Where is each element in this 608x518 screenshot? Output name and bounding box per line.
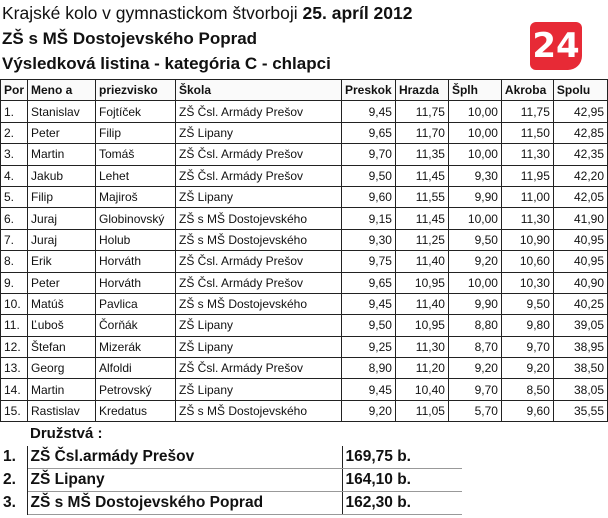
cell-school: ZŠ s MŠ Dostojevského — [175, 229, 341, 250]
cell-last-name: Petrovský — [96, 379, 176, 400]
team-score: 169,75 b. — [342, 446, 462, 469]
team-row — [0, 469, 462, 492]
cell-first-name: Martin — [28, 379, 96, 400]
cell-splh: 9,20 — [448, 251, 501, 272]
team-rank: 1. — [0, 446, 27, 469]
col-header-spolu: Spolu — [553, 80, 607, 101]
col-header-last-name: priezvisko — [96, 80, 176, 101]
cell-akroba: 9,50 — [501, 293, 553, 314]
cell-spolu: 40,25 — [553, 293, 607, 314]
table-row — [1, 358, 608, 379]
cell-splh: 9,90 — [448, 293, 501, 314]
cell-akroba: 8,50 — [501, 379, 553, 400]
cell-splh: 8,70 — [448, 336, 501, 357]
cell-rank: 13. — [1, 358, 28, 379]
cell-preskok: 9,20 — [341, 400, 395, 421]
cell-rank: 6. — [1, 208, 28, 229]
cell-hrazda: 11,25 — [395, 229, 448, 250]
cell-spolu: 40,90 — [553, 272, 607, 293]
cell-school: ZŠ Čsl. Armády Prešov — [175, 165, 341, 186]
cell-preskok: 9,45 — [341, 101, 395, 122]
cell-akroba: 11,30 — [501, 144, 553, 165]
cell-last-name: Tomáš — [96, 144, 176, 165]
teams-table — [0, 446, 462, 515]
cell-akroba: 11,95 — [501, 165, 553, 186]
cell-splh: 10,00 — [448, 272, 501, 293]
cell-spolu: 42,85 — [553, 122, 607, 143]
cell-akroba: 10,30 — [501, 272, 553, 293]
team-score: 164,10 b. — [342, 469, 462, 492]
cell-akroba: 11,30 — [501, 208, 553, 229]
cell-school: ZŠ Lipany — [175, 122, 341, 143]
cell-last-name: Horváth — [96, 251, 176, 272]
cell-hrazda: 10,95 — [395, 272, 448, 293]
cell-rank: 2. — [1, 122, 28, 143]
cell-rank: 7. — [1, 229, 28, 250]
cell-last-name: Pavlica — [96, 293, 176, 314]
team-score: 162,30 b. — [342, 492, 462, 515]
cell-spolu: 40,95 — [553, 229, 607, 250]
table-row — [1, 186, 608, 207]
cell-school: ZŠ Čsl. Armády Prešov — [175, 101, 341, 122]
cell-preskok: 9,15 — [341, 208, 395, 229]
cell-hrazda: 11,40 — [395, 293, 448, 314]
cell-rank: 8. — [1, 251, 28, 272]
cell-school: ZŠ s MŠ Dostojevského — [175, 208, 341, 229]
cell-hrazda: 10,40 — [395, 379, 448, 400]
cell-school: ZŠ Čsl. Armády Prešov — [175, 251, 341, 272]
cell-spolu: 40,95 — [553, 251, 607, 272]
cell-akroba: 9,80 — [501, 315, 553, 336]
cell-first-name: Erik — [28, 251, 96, 272]
cell-last-name: Majiroš — [96, 186, 176, 207]
cell-splh: 9,30 — [448, 165, 501, 186]
team-name: ZŠ Lipany — [27, 469, 342, 492]
table-row — [1, 293, 608, 314]
cell-first-name: Rastislav — [28, 400, 96, 421]
results-table — [0, 79, 608, 422]
school-heading: ZŠ s MŠ Dostojevského Poprad — [2, 29, 258, 48]
team-row — [0, 446, 462, 469]
cell-hrazda: 11,70 — [395, 122, 448, 143]
cell-hrazda: 11,75 — [395, 101, 448, 122]
table-row — [1, 122, 608, 143]
cell-spolu: 38,95 — [553, 336, 607, 357]
cell-first-name: Matúš — [28, 293, 96, 314]
cell-splh: 10,00 — [448, 122, 501, 143]
cell-last-name: Čorňák — [96, 315, 176, 336]
table-row — [1, 208, 608, 229]
cell-akroba: 11,75 — [501, 101, 553, 122]
cell-hrazda: 11,45 — [395, 165, 448, 186]
cell-rank: 3. — [1, 144, 28, 165]
cell-last-name: Horváth — [96, 272, 176, 293]
cell-school: ZŠ s MŠ Dostojevského — [175, 400, 341, 421]
table-row — [1, 251, 608, 272]
cell-first-name: Peter — [28, 122, 96, 143]
cell-spolu: 38,05 — [553, 379, 607, 400]
cell-spolu: 39,05 — [553, 315, 607, 336]
cell-first-name: Peter — [28, 272, 96, 293]
cell-rank: 10. — [1, 293, 28, 314]
table-row — [1, 272, 608, 293]
table-row — [1, 400, 608, 421]
tv24-logo-icon: 24 — [530, 22, 582, 70]
cell-first-name: Filip — [28, 186, 96, 207]
cell-rank: 9. — [1, 272, 28, 293]
team-name: ZŠ s MŠ Dostojevského Poprad — [27, 492, 342, 515]
cell-hrazda: 11,20 — [395, 358, 448, 379]
table-row — [1, 336, 608, 357]
cell-hrazda: 11,30 — [395, 336, 448, 357]
table-row — [1, 101, 608, 122]
cell-first-name: Jakub — [28, 165, 96, 186]
col-header-first-name: Meno a — [28, 80, 96, 101]
col-header-rank: Por — [1, 80, 28, 101]
cell-splh: 8,80 — [448, 315, 501, 336]
cell-hrazda: 11,45 — [395, 208, 448, 229]
cell-rank: 14. — [1, 379, 28, 400]
cell-first-name: Juraj — [28, 208, 96, 229]
cell-spolu: 42,05 — [553, 186, 607, 207]
cell-preskok: 9,50 — [341, 315, 395, 336]
cell-spolu: 42,20 — [553, 165, 607, 186]
cell-preskok: 8,90 — [341, 358, 395, 379]
cell-splh: 9,70 — [448, 379, 501, 400]
cell-hrazda: 11,55 — [395, 186, 448, 207]
table-row — [1, 229, 608, 250]
cell-rank: 12. — [1, 336, 28, 357]
cell-rank: 4. — [1, 165, 28, 186]
cell-hrazda: 11,35 — [395, 144, 448, 165]
cell-school: ZŠ Čsl. Armády Prešov — [175, 144, 341, 165]
cell-rank: 5. — [1, 186, 28, 207]
cell-akroba: 9,60 — [501, 400, 553, 421]
cell-splh: 9,90 — [448, 186, 501, 207]
cell-preskok: 9,70 — [341, 144, 395, 165]
team-row — [0, 492, 462, 515]
cell-preskok: 9,65 — [341, 122, 395, 143]
team-rank: 3. — [0, 492, 27, 515]
teams-heading: Družstvá : — [30, 425, 103, 442]
cell-akroba: 9,20 — [501, 358, 553, 379]
team-name: ZŠ Čsl.armády Prešov — [27, 446, 342, 469]
table-row — [1, 315, 608, 336]
cell-akroba: 9,70 — [501, 336, 553, 357]
cell-school: ZŠ Čsl. Armády Prešov — [175, 272, 341, 293]
cell-spolu: 41,90 — [553, 208, 607, 229]
cell-spolu: 42,35 — [553, 144, 607, 165]
cell-school: ZŠ Čsl. Armády Prešov — [175, 358, 341, 379]
cell-hrazda: 11,05 — [395, 400, 448, 421]
cell-last-name: Globinovský — [96, 208, 176, 229]
cell-rank: 15. — [1, 400, 28, 421]
col-header-akroba: Akroba — [501, 80, 553, 101]
table-row — [1, 165, 608, 186]
cell-last-name: Kredatus — [96, 400, 176, 421]
cell-preskok: 9,60 — [341, 186, 395, 207]
cell-rank: 11. — [1, 315, 28, 336]
cell-akroba: 10,60 — [501, 251, 553, 272]
col-header-hrazda: Hrazda — [395, 80, 448, 101]
results-subtitle: Výsledková listina - kategória C - chlapci — [2, 54, 331, 73]
col-header-school: Škola — [175, 80, 341, 101]
cell-last-name: Lehet — [96, 165, 176, 186]
cell-first-name: Georg — [28, 358, 96, 379]
cell-school: ZŠ s MŠ Dostojevského — [175, 293, 341, 314]
cell-last-name: Fojtíček — [96, 101, 176, 122]
cell-preskok: 9,45 — [341, 379, 395, 400]
cell-akroba: 10,90 — [501, 229, 553, 250]
cell-splh: 10,00 — [448, 208, 501, 229]
cell-akroba: 11,50 — [501, 122, 553, 143]
cell-rank: 1. — [1, 101, 28, 122]
cell-splh: 10,00 — [448, 144, 501, 165]
cell-spolu: 35,55 — [553, 400, 607, 421]
cell-preskok: 9,30 — [341, 229, 395, 250]
title-date: 25. apríl 2012 — [302, 3, 413, 23]
cell-preskok: 9,50 — [341, 165, 395, 186]
col-header-preskok: Preskok — [341, 80, 395, 101]
table-header-row — [1, 80, 608, 101]
cell-splh: 10,00 — [448, 101, 501, 122]
cell-hrazda: 10,95 — [395, 315, 448, 336]
cell-last-name: Filip — [96, 122, 176, 143]
cell-first-name: Martin — [28, 144, 96, 165]
cell-school: ZŠ Lipany — [175, 186, 341, 207]
cell-last-name: Alfoldi — [96, 358, 176, 379]
cell-first-name: Stanislav — [28, 101, 96, 122]
team-rank: 2. — [0, 469, 27, 492]
cell-spolu: 38,50 — [553, 358, 607, 379]
cell-splh: 5,70 — [448, 400, 501, 421]
cell-preskok: 9,65 — [341, 272, 395, 293]
title-prefix: Krajské kolo v gymnastickom štvorboji — [2, 3, 298, 23]
cell-akroba: 11,00 — [501, 186, 553, 207]
cell-school: ZŠ Lipany — [175, 315, 341, 336]
cell-school: ZŠ Lipany — [175, 336, 341, 357]
cell-last-name: Mizerák — [96, 336, 176, 357]
cell-first-name: Štefan — [28, 336, 96, 357]
cell-preskok: 9,25 — [341, 336, 395, 357]
page-title — [2, 1, 412, 25]
table-row — [1, 144, 608, 165]
cell-splh: 9,50 — [448, 229, 501, 250]
table-row — [1, 379, 608, 400]
cell-spolu: 42,95 — [553, 101, 607, 122]
cell-first-name: Ľuboš — [28, 315, 96, 336]
cell-preskok: 9,75 — [341, 251, 395, 272]
cell-first-name: Juraj — [28, 229, 96, 250]
cell-splh: 9,20 — [448, 358, 501, 379]
cell-preskok: 9,45 — [341, 293, 395, 314]
col-header-splh: Šplh — [448, 80, 501, 101]
cell-last-name: Holub — [96, 229, 176, 250]
cell-hrazda: 11,40 — [395, 251, 448, 272]
cell-school: ZŠ Lipany — [175, 379, 341, 400]
